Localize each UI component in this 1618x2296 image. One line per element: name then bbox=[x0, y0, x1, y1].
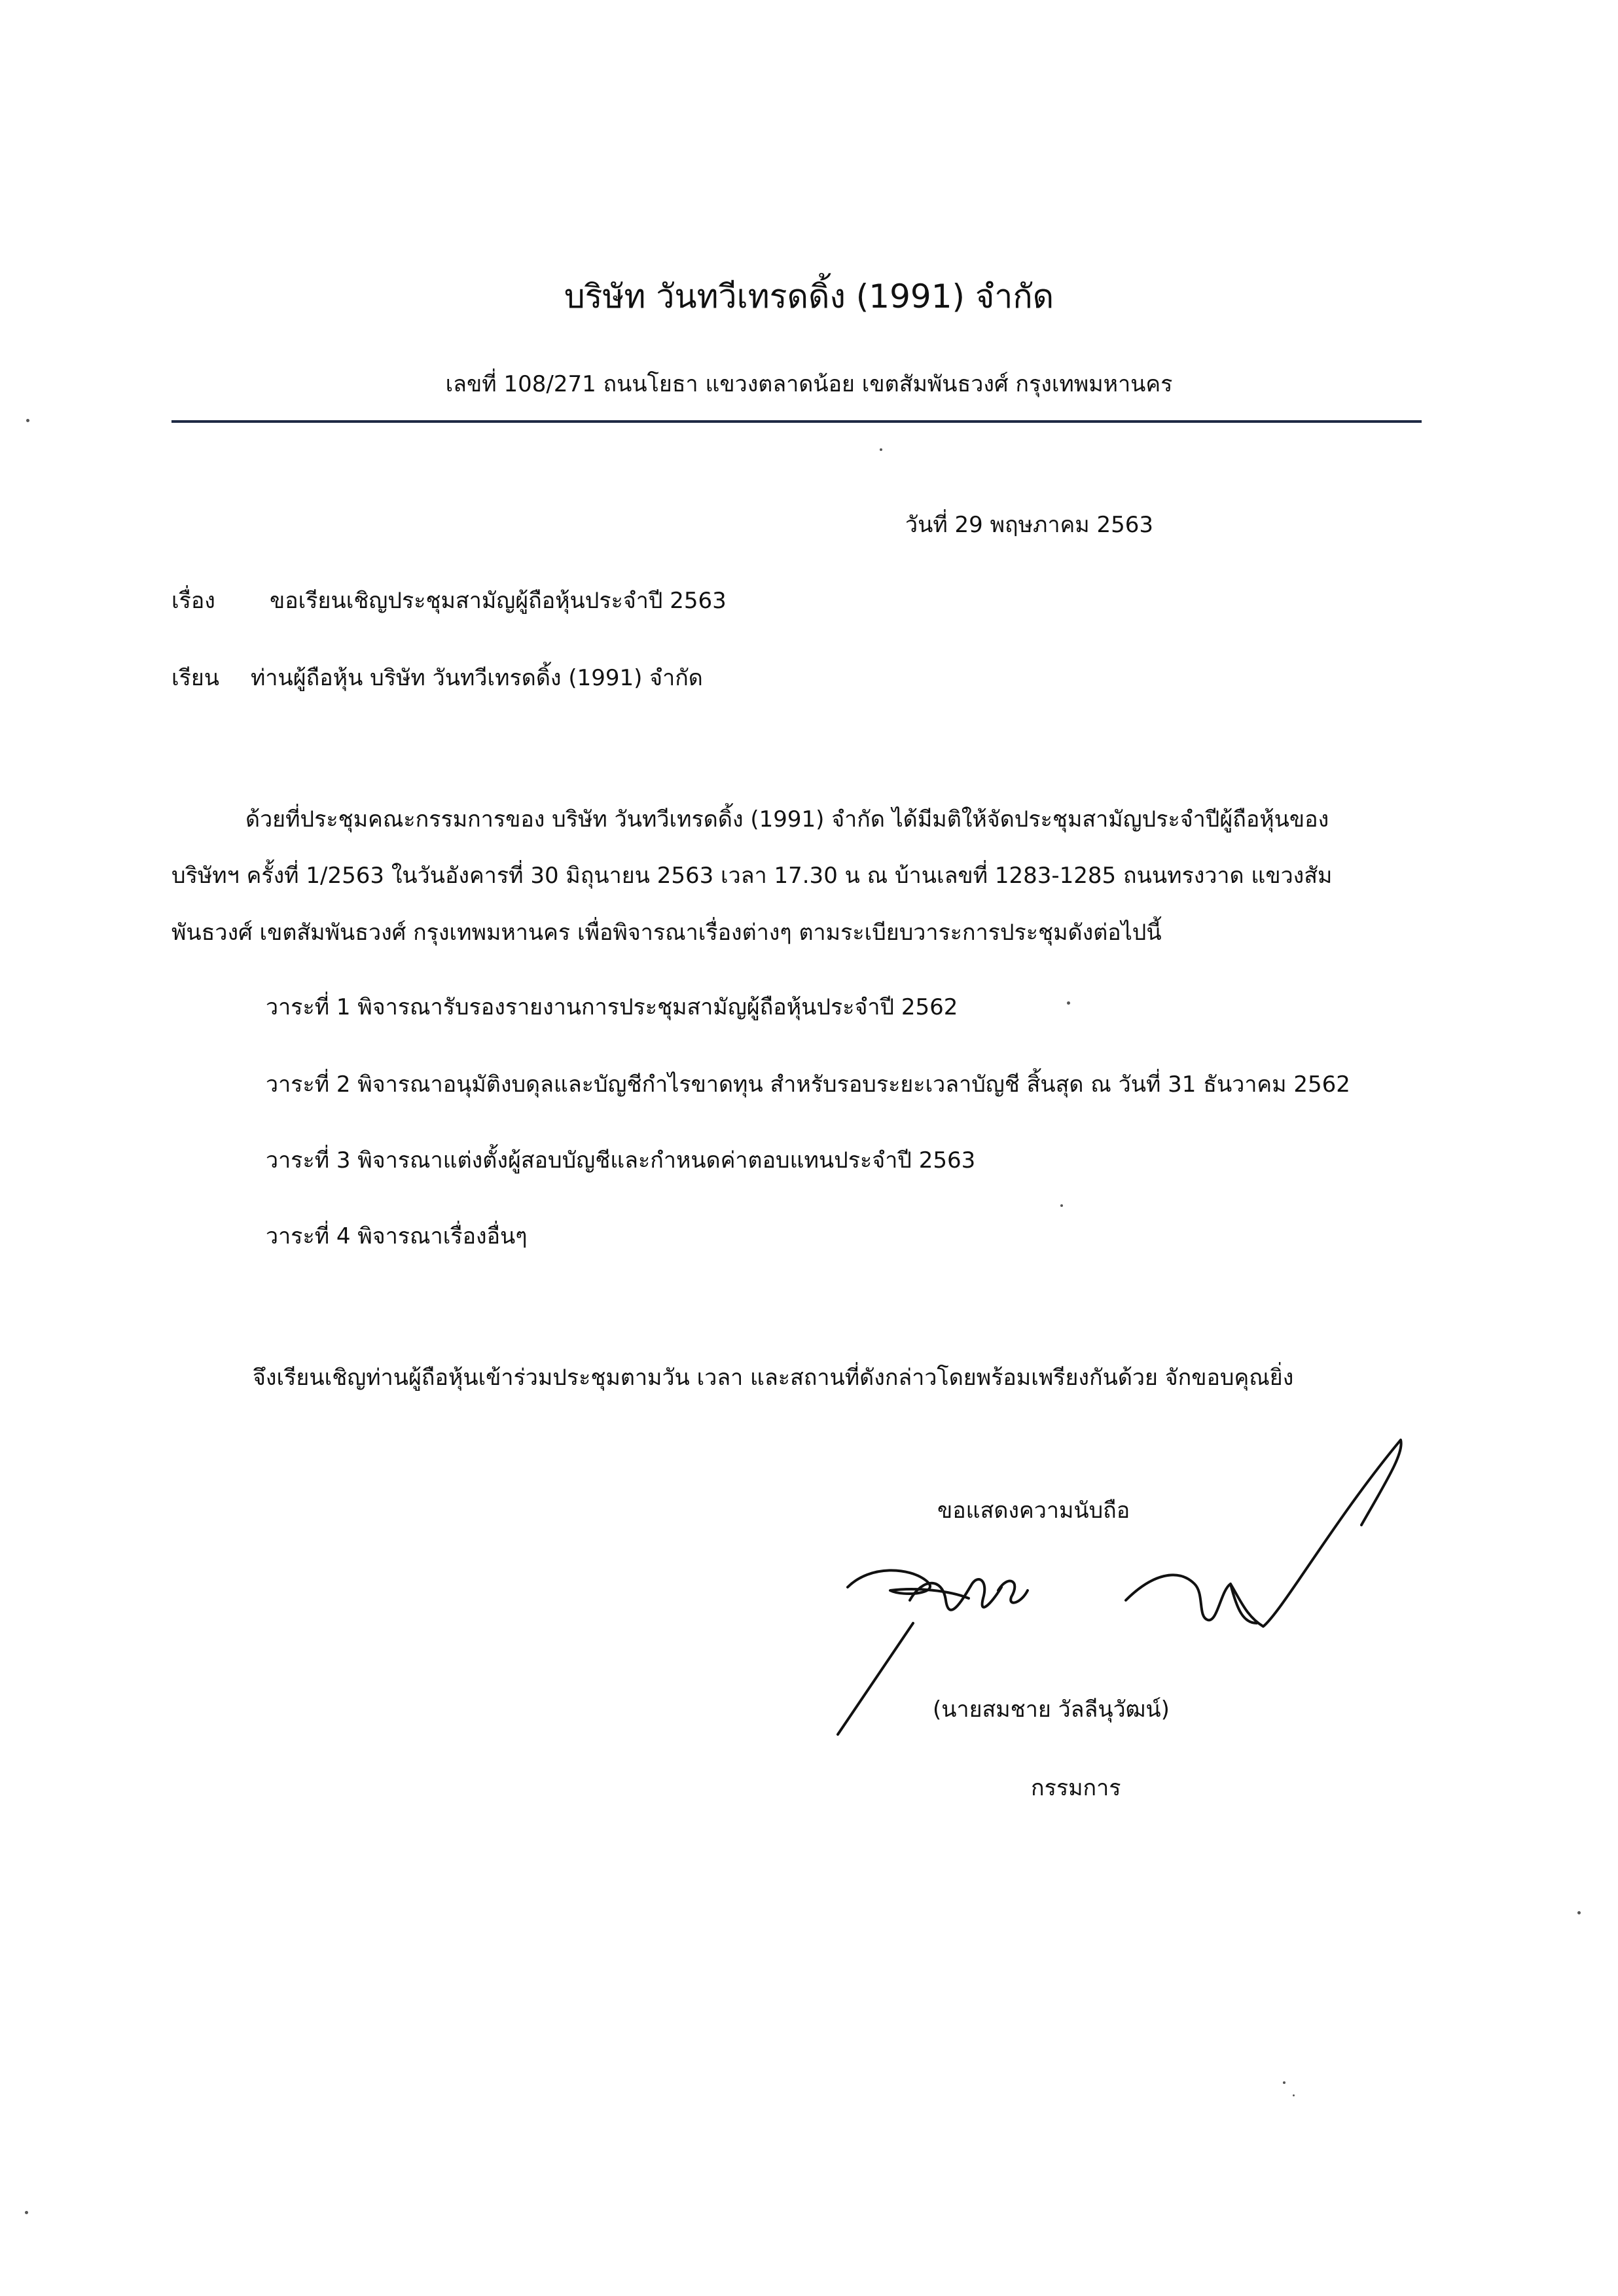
signer-name: (นายสมชาย วัลลีนุวัฒน์) bbox=[933, 1696, 1170, 1723]
agenda-item-4: วาระที่ 4 พิจารณาเรื่องอื่นๆ bbox=[266, 1223, 528, 1249]
header-divider bbox=[171, 420, 1422, 423]
subject-text: ขอเรียนเชิญประชุมสามัญผู้ถือหุ้นประจำปี 2563 bbox=[270, 588, 727, 614]
body-paragraph-line-3: พันธวงศ์ เขตสัมพันธวงศ์ กรุงเทพมหานคร เพื่อพิจารณาเรื่องต่างๆ ตามระเบียบวาระการประชุมดังต่อไปนี้ bbox=[171, 920, 1162, 946]
scan-speck bbox=[25, 2211, 28, 2214]
signer-title: กรรมการ bbox=[1031, 1775, 1121, 1801]
body-paragraph-line-2: บริษัทฯ ครั้งที่ 1/2563 ในวันอังคารที่ 30 มิถุนายน 2563 เวลา 17.30 น ณ บ้านเลขที่ 1283-1285 ถนนทรงวาด แขวงสัม bbox=[171, 863, 1333, 889]
scan-speck bbox=[1067, 1001, 1070, 1005]
company-name: บริษัท วันทวีเทรดดิ้ง (1991) จำกัด bbox=[564, 278, 1054, 315]
body-paragraph-line-1: ด้วยที่ประชุมคณะกรรมการของ บริษัท วันทวีเทรดดิ้ง (1991) จำกัด ได้มีมติให้จัดประชุมสามัญประจำปีผู้ถือหุ้นของ bbox=[245, 806, 1329, 833]
scan-speck bbox=[1283, 2081, 1285, 2084]
scan-speck bbox=[1577, 1911, 1581, 1914]
scan-speck bbox=[1293, 2094, 1295, 2096]
agenda-item-3: วาระที่ 3 พิจารณาแต่งตั้งผู้สอบบัญชีและกำหนดค่าตอบแทนประจำปี 2563 bbox=[266, 1147, 976, 1174]
scan-speck bbox=[1060, 1204, 1063, 1207]
agenda-item-1: วาระที่ 1 พิจารณารับรองรายงานการประชุมสามัญผู้ถือหุ้นประจำปี 2562 bbox=[266, 994, 958, 1020]
company-address: เลขที่ 108/271 ถนนโยธา แขวงตลาดน้อย เขตสัมพันธวงศ์ กรุงเทพมหานคร bbox=[445, 371, 1173, 397]
subject-label: เรื่อง bbox=[171, 588, 215, 614]
closing-sentence: จึงเรียนเชิญท่านผู้ถือหุ้นเข้าร่วมประชุมตามวัน เวลา และสถานที่ดังกล่าวโดยพร้อมเพรียงกันด้วย จักขอบคุณยิ่ง bbox=[253, 1365, 1294, 1391]
recipient-label: เรียน bbox=[171, 665, 220, 691]
letter-date: วันที่ 29 พฤษภาคม 2563 bbox=[905, 512, 1154, 538]
scan-speck bbox=[26, 419, 29, 422]
recipient-text: ท่านผู้ถือหุ้น บริษัท วันทวีเทรดดิ้ง (1991) จำกัด bbox=[251, 665, 703, 691]
scan-speck bbox=[880, 448, 882, 451]
agenda-item-2: วาระที่ 2 พิจารณาอนุมัติงบดุลและบัญชีกำไรขาดทุน สำหรับรอบระยะเวลาบัญชี สิ้นสุด ณ วันที่ 31 ธันวาคม 2562 bbox=[266, 1071, 1350, 1098]
regards-text: ขอแสดงความนับถือ bbox=[937, 1498, 1130, 1524]
